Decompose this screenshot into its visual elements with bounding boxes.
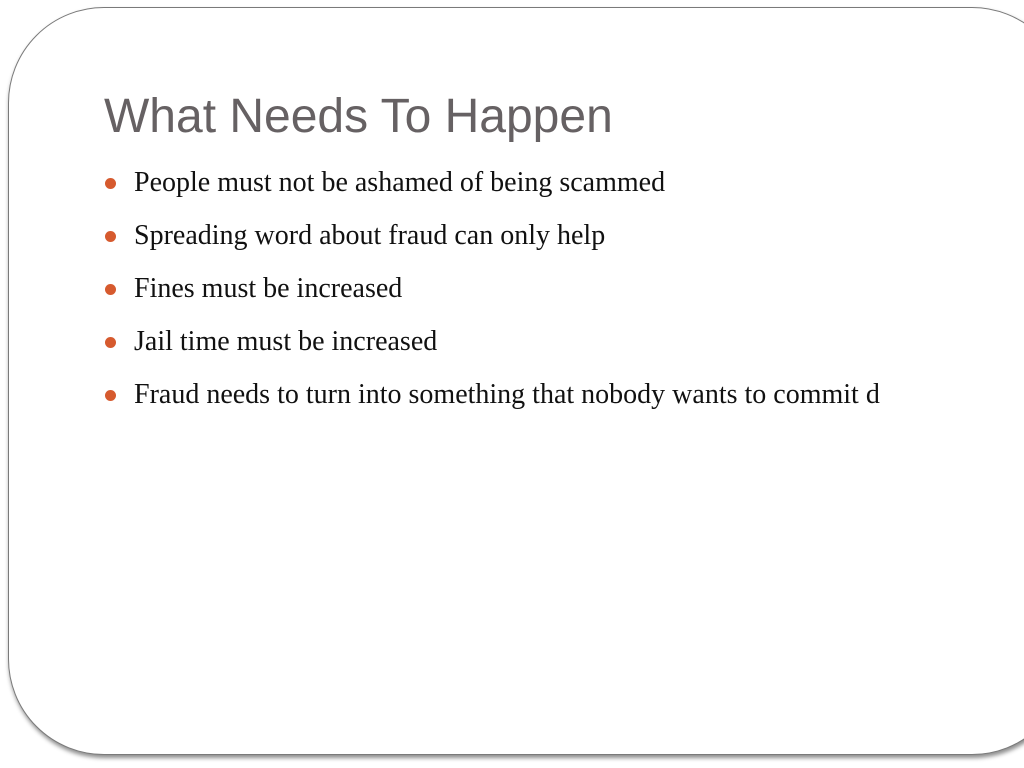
bullet-list: [104, 163, 880, 428]
bullet-item: [104, 322, 880, 375]
bullet-dot-icon: [105, 390, 116, 401]
bullet-text: Jail time must be increased: [134, 326, 438, 357]
bullet-item: [104, 269, 880, 322]
bullet-dot-icon: [105, 337, 116, 348]
bullet-item: [104, 375, 880, 428]
bullet-text: Fraud needs to turn into something that nobody wants to commit d: [134, 379, 880, 410]
bullet-item: [104, 216, 880, 269]
bullet-dot-icon: [105, 284, 116, 295]
bullet-text: Fines must be increased: [134, 273, 403, 304]
bullet-dot-icon: [105, 178, 116, 189]
slide-title: What Needs To Happen: [104, 90, 613, 143]
bullet-item: [104, 163, 880, 216]
bullet-text: Spreading word about fraud can only help: [134, 220, 606, 251]
bullet-text: People must not be ashamed of being scammed: [134, 167, 666, 198]
bullet-dot-icon: [105, 231, 116, 242]
